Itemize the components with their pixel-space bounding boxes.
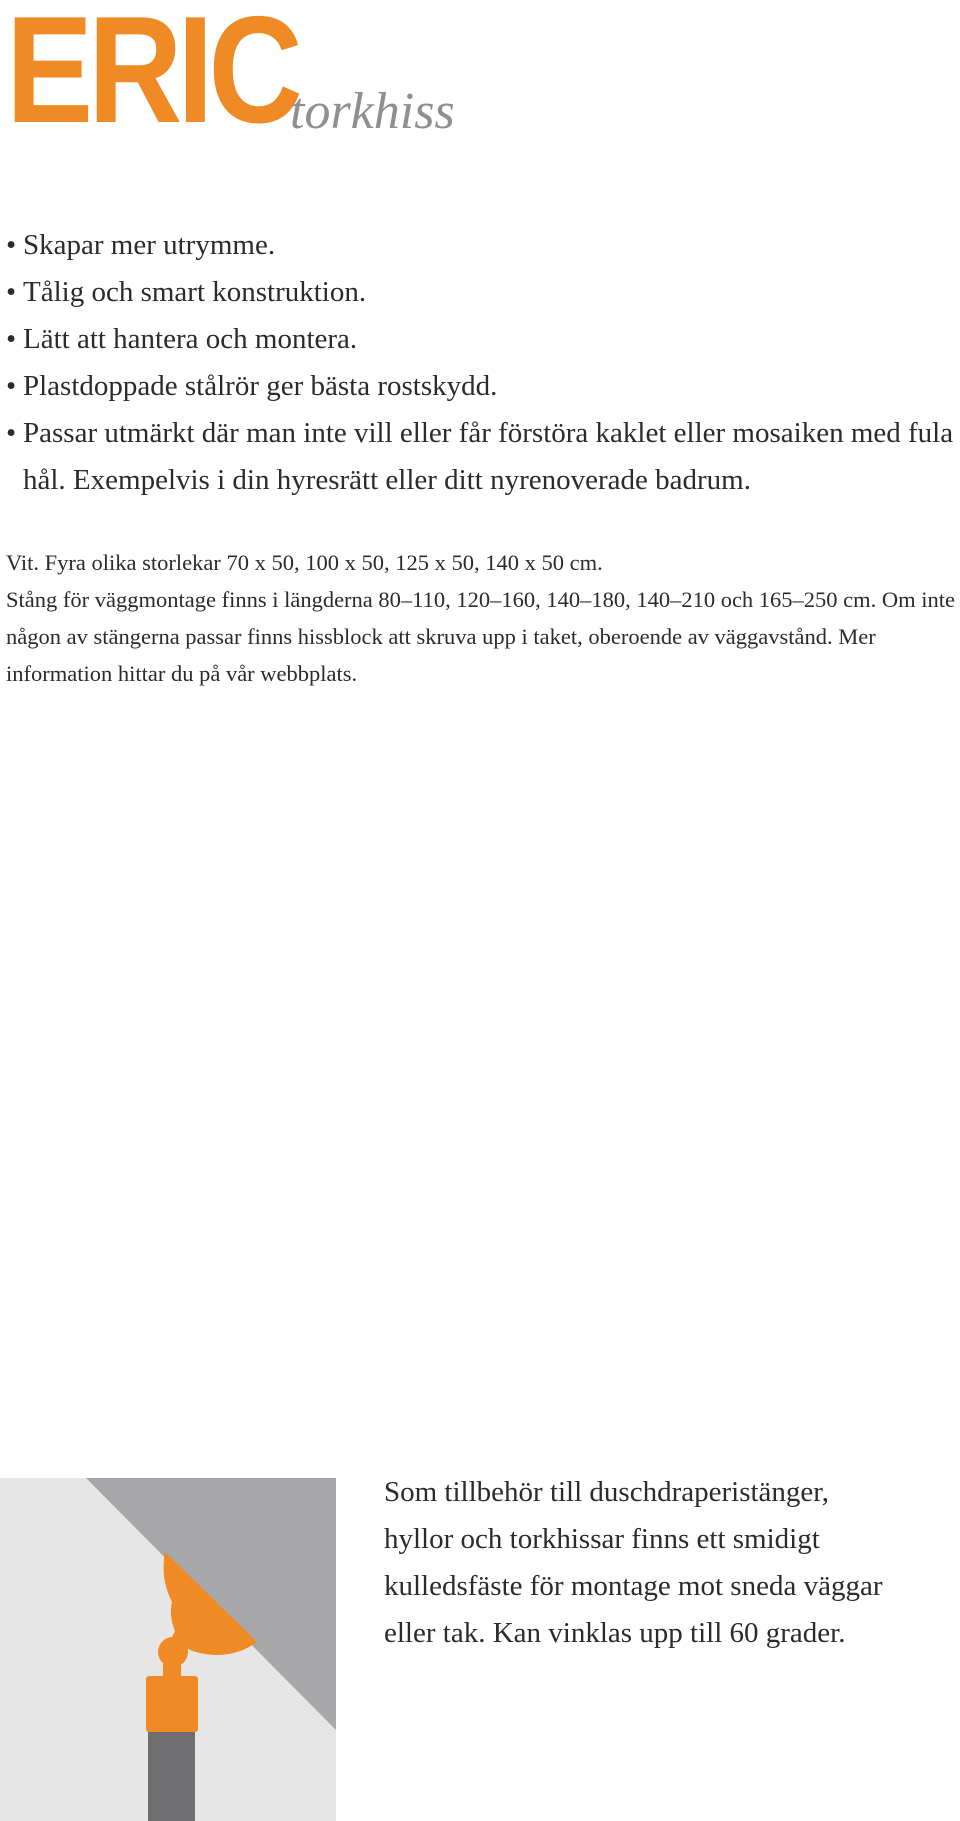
- header: [6, 0, 506, 155]
- feature-item: • Plastdoppade stålrör ger bästa rostskydd.: [6, 363, 956, 410]
- feature-item: • Skapar mer utrymme.: [6, 222, 956, 269]
- product-subtitle: torkhiss: [290, 83, 455, 140]
- feature-item: • Passar utmärkt där man inte vill eller får förstöra kaklet eller mosaiken med fula hål. Exempelvis i din hyresrätt eller ditt nyrenoverade badrum.: [6, 410, 956, 504]
- sizes-text: Vit. Fyra olika storlekar 70 x 50, 100 x 50, 125 x 50, 140 x 50 cm.: [6, 550, 603, 575]
- feature-item: • Lätt att hantera och montera.: [6, 316, 956, 363]
- accessory-text: Som tillbehör till duschdraperistänger, hyllor och torkhissar finns ett smidigt kulledsfäste för montage mot sneda väggar eller tak. Kan vinklas upp till 60 grader.: [384, 1476, 883, 1649]
- brand-logo: ERIC: [6, 0, 298, 155]
- rod: [148, 1728, 195, 1821]
- ball-joint-illustration: [0, 1478, 336, 1821]
- ball-joint-bracket-icon: [0, 1478, 336, 1821]
- feature-item: • Tålig och smart konstruktion.: [6, 269, 956, 316]
- rod-cap: [146, 1676, 198, 1732]
- feature-list: [6, 222, 956, 504]
- specifications: [6, 544, 956, 692]
- rods-text: Stång för väggmontage finns i längderna 80–110, 120–160, 140–180, 140–210 och 165–250 cm. Om inte någon av stängerna passar finns hissblock att skruva upp i taket, oberoende av väggavstånd. Mer information hittar du på vår webbplats.: [6, 587, 956, 686]
